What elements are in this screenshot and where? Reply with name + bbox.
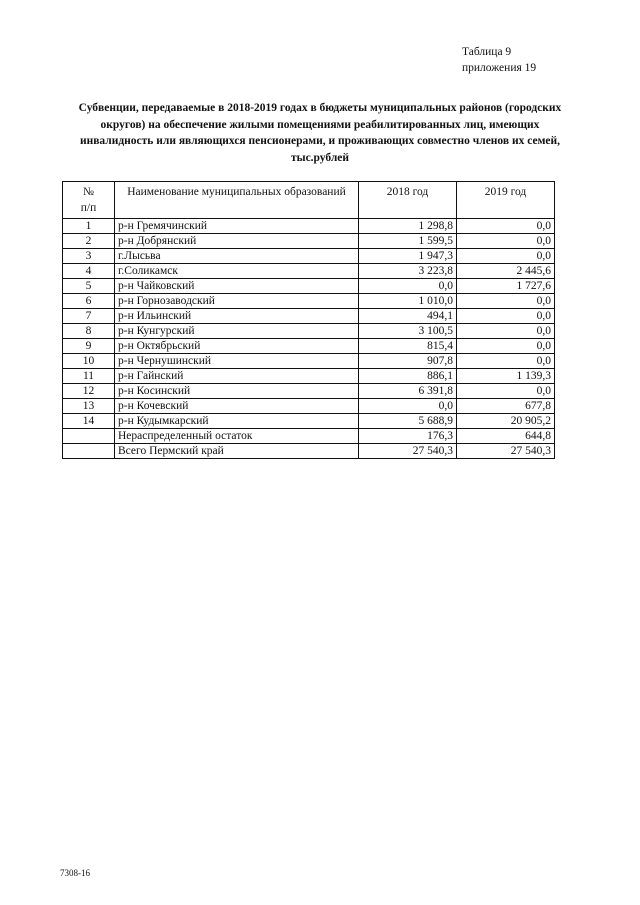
value-2018-cell: 176,3 (359, 429, 457, 444)
value-2018-cell: 1 947,3 (359, 249, 457, 264)
table-row (63, 414, 555, 429)
table-number: Таблица 9 (462, 46, 512, 58)
value-2019-cell: 0,0 (457, 219, 555, 234)
table-row (63, 234, 555, 249)
value-2019-cell: 27 540,3 (457, 444, 555, 459)
value-2019-cell: 0,0 (457, 324, 555, 339)
value-2018-cell: 886,1 (359, 369, 457, 384)
table-row (63, 264, 555, 279)
value-2018-cell: 1 010,0 (359, 294, 457, 309)
value-2019-cell: 0,0 (457, 339, 555, 354)
value-2019-cell: 0,0 (457, 294, 555, 309)
value-2018-cell: 6 391,8 (359, 384, 457, 399)
municipality-name-cell: р-н Чайковский (115, 279, 359, 294)
row-number-cell: 5 (63, 279, 115, 294)
value-2018-cell: 5 688,9 (359, 414, 457, 429)
table-row (63, 324, 555, 339)
value-2018-cell: 3 100,5 (359, 324, 457, 339)
row-number-cell: 13 (63, 399, 115, 414)
row-number-cell: 14 (63, 414, 115, 429)
value-2019-cell: 0,0 (457, 384, 555, 399)
row-number-cell: 9 (63, 339, 115, 354)
value-2018-cell: 494,1 (359, 309, 457, 324)
municipality-name-cell: г.Лысьва (115, 249, 359, 264)
table-row (63, 219, 555, 234)
document-title: Субвенции, передаваемые в 2018-2019 годах в бюджеты муниципальных районов (городских округов) на обеспечение жилыми помещениями реабилитированных лиц, имеющих инвалидность или являющихся пенсионерами, и проживающих совместно членов их семей, тыс.рублей (78, 102, 562, 164)
row-number-cell: 6 (63, 294, 115, 309)
row-number-cell: 4 (63, 264, 115, 279)
value-2018-cell: 27 540,3 (359, 444, 457, 459)
row-number-cell (63, 429, 115, 444)
table-row (63, 249, 555, 264)
value-2018-cell: 1 599,5 (359, 234, 457, 249)
municipality-name-cell: г.Соликамск (115, 264, 359, 279)
row-number-cell (63, 444, 115, 459)
municipality-name-cell: р-н Кунгурский (115, 324, 359, 339)
table-row (63, 309, 555, 324)
row-number-cell: 12 (63, 384, 115, 399)
table-row (63, 354, 555, 369)
table-row (63, 294, 555, 309)
value-2019-cell: 0,0 (457, 234, 555, 249)
value-2019-cell: 2 445,6 (457, 264, 555, 279)
header-2019: 2019 год (457, 182, 555, 219)
table-row (63, 399, 555, 414)
subvention-table (62, 181, 555, 459)
municipality-name-cell: р-н Косинский (115, 384, 359, 399)
header-number-line1: № (83, 186, 94, 198)
value-2018-cell: 3 223,8 (359, 264, 457, 279)
table-row (63, 444, 555, 459)
row-number-cell: 2 (63, 234, 115, 249)
header-number-line2: п/п (80, 202, 97, 214)
appendix-number: приложения 19 (462, 62, 537, 74)
municipality-name-cell: р-н Кочевский (115, 399, 359, 414)
municipality-name-cell: р-н Чернушинский (115, 354, 359, 369)
table-row (63, 369, 555, 384)
value-2019-cell: 1 727,6 (457, 279, 555, 294)
row-number-cell: 1 (63, 219, 115, 234)
municipality-name-cell: р-н Горнозаводский (115, 294, 359, 309)
value-2019-cell: 1 139,3 (457, 369, 555, 384)
value-2018-cell: 815,4 (359, 339, 457, 354)
row-number-cell: 7 (63, 309, 115, 324)
value-2018-cell: 0,0 (359, 399, 457, 414)
row-number-cell: 3 (63, 249, 115, 264)
table-row (63, 384, 555, 399)
value-2019-cell: 677,8 (457, 399, 555, 414)
table-row (63, 339, 555, 354)
table-row (63, 429, 555, 444)
municipality-name-cell: р-н Добрянский (115, 234, 359, 249)
value-2019-cell: 0,0 (457, 354, 555, 369)
value-2019-cell: 0,0 (457, 249, 555, 264)
table-reference (462, 44, 536, 76)
value-2019-cell: 0,0 (457, 309, 555, 324)
value-2019-cell: 644,8 (457, 429, 555, 444)
value-2018-cell: 907,8 (359, 354, 457, 369)
header-number (63, 182, 115, 219)
value-2018-cell: 0,0 (359, 279, 457, 294)
row-number-cell: 11 (63, 369, 115, 384)
municipality-name-cell: Нераспределенный остаток (115, 429, 359, 444)
table-header-row (63, 182, 555, 219)
municipality-name-cell: р-н Гремячинский (115, 219, 359, 234)
row-number-cell: 10 (63, 354, 115, 369)
municipality-name-cell: р-н Гайнский (115, 369, 359, 384)
municipality-name-cell: р-н Октябрьский (115, 339, 359, 354)
municipality-name-cell: р-н Ильинский (115, 309, 359, 324)
header-municipality: Наименование муниципальных образований (115, 182, 359, 219)
municipality-name-cell: Всего Пермский край (115, 444, 359, 459)
municipality-name-cell: р-н Кудымкарский (115, 414, 359, 429)
value-2019-cell: 20 905,2 (457, 414, 555, 429)
document-code: 7308-16 (60, 868, 90, 878)
table-row (63, 279, 555, 294)
header-2018: 2018 год (359, 182, 457, 219)
value-2018-cell: 1 298,8 (359, 219, 457, 234)
row-number-cell: 8 (63, 324, 115, 339)
